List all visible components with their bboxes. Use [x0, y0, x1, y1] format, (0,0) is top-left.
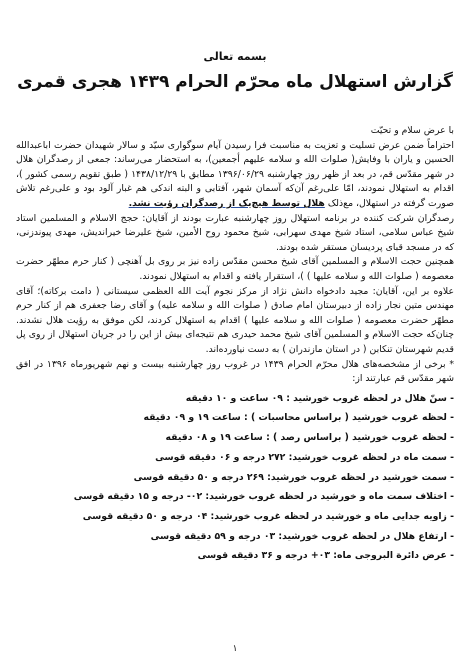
- moon-specs-list: [16, 389, 454, 566]
- page-number: ۱: [232, 644, 238, 654]
- paragraph-additional-observer: همچنین حجت الاسلام و المسلمین آقای شیخ محسن مقدّس زاده نیز بر روی بل آهنچی ( کنار حرم مطهّر حضرت معصومه ( صلوات الله و سلامه علیها ) )، استقرار یافته و اقدام به استهلال نمودند.: [16, 256, 454, 282]
- list-item: - عرض دائرة البروجی ماه: ۰۳+ درجه و ۳۶ دقیقه قوسی: [197, 550, 454, 562]
- list-item: - سمت خورشید در لحظه غروب خورشید: ۲۶۹ درجه و ۵۰ دقیقه قوسی: [133, 471, 454, 483]
- list-item: - سمت ماه در لحظه غروب خورشید: ۲۷۲ درجه و ۰۶ دقیقه قوسی: [155, 451, 454, 463]
- highlight-not-sighted: هلال توسط هیچ‌یک از رصدگران رؤیت نشد.: [128, 197, 325, 209]
- bismillah-heading: بسمه تعالی: [203, 50, 267, 63]
- greeting: با عرض سلام و تحیّت: [370, 125, 454, 136]
- list-item: - سنّ هلال در لحظه غروب خورشید : ۰۹ ساعت و ۱۰ دقیقه: [185, 392, 454, 404]
- paragraph-other-observers: علاوه بر این، آقایان: مجید دادخواه دانش نژاد از مرکز نجوم آیت الله العظمی سیستانی ( دامت برکاته)؛ آقای مهندس متین نجار زاده از دبیرستان امام صادق ( صلوات الله و سلامه علیه) و آقای رضا جعفری هم از کنار حرم مطهّر حضرت معصومه ( صلوات الله و سلامه علیها ) اقدام به استهلال کردند، لکن موفق به رؤیت هلال نشدند. چنان‌که حجت الاسلام و المسلمین آقای شیخ محمد حیدری هم نتیجه‌ای بیش از این را در جریان استهلال از روی پل قدیم شهرستان تنکابن ( در استان مازندران ) به دست نیاورده‌اند.: [16, 285, 454, 355]
- list-item: - ارتفاع هلال در لحظه غروب خورشید: ۰۳ درجه و ۵۹ دقیقه قوسی: [150, 530, 454, 542]
- paragraph-intro: [16, 139, 454, 212]
- list-item: - زاویه جدایی ماه و خورشید در لحظه غروب خورشید: ۰۴ درجه و ۵۰ دقیقه قوسی: [82, 510, 454, 522]
- list-item: - اختلاف سمت ماه و خورشید در لحظه غروب خورشید: ۰۲- درجه و ۱۵ دقیقه قوسی: [73, 491, 454, 503]
- list-item: - لحظه غروب خورشید ( براساس محاسبات ) : ساعت ۱۹ و ۰۹ دقیقه: [143, 412, 454, 424]
- document-title: گزارش استهلال ماه محرّم الحرام ۱۴۳۹ هجری قمری: [17, 72, 453, 92]
- document-body: [16, 124, 454, 566]
- paragraph-observers: رصدگران شرکت کننده در برنامه استهلال روز چهارشنبه عبارت بودند از آقایان: حجج الاسلام و المسلمین استاد شیخ عباس سلامی، استاد شیخ مهدی سهرابی، شیخ محمود روح الأمین، شیخ علیرضا خیراندیش، مهدی پیوندزنی، که در مسجد قبای پردیسان مستقر شده بودند.: [16, 212, 454, 253]
- paragraph-intro-text: احتراماً ضمن عرض تسلیت و تعزیت به مناسبت فرا رسیدن آیام سوگواری سیّد و سالار شهیدان حضرت اباعبدالله الحسین و یاران با وفایش( صلوات الله و سلامه علیهم أجمعین)، به استحضار می‌رساند: جمعی از رصدگران هلال در شهر مقدّس قم، در بعد از ظهر روز چهارشنبه ۱۳۹۶/۰۶/۲۹ مطابق با ۱۴۳۸/۱۲/۲۹ ( طبق تقویم رسمی کشور )، اقدام به استهلال نمودند، امّا علی‌رغم آن‌که آسمان شهر، آفتابی و البته اندکی هم غبار آلود بود و علی‌رغم تلاش صورت گرفته در استهلال، مع‌ذلک: [16, 139, 454, 209]
- list-item: - لحظه غروب خورشید ( براساس رصد ) : ساعت ۱۹ و ۰۸ دقیقه: [165, 432, 454, 444]
- paragraph-specs-intro: * برخی از مشخصه‌های هلال محرّم الحرام ۱۴۳۹ در غروب روز چهارشنبه بیست و نهم شهریورماه ۱۳۹۶ در افق شهر مقدّس قم عبارتند از:: [16, 358, 454, 385]
